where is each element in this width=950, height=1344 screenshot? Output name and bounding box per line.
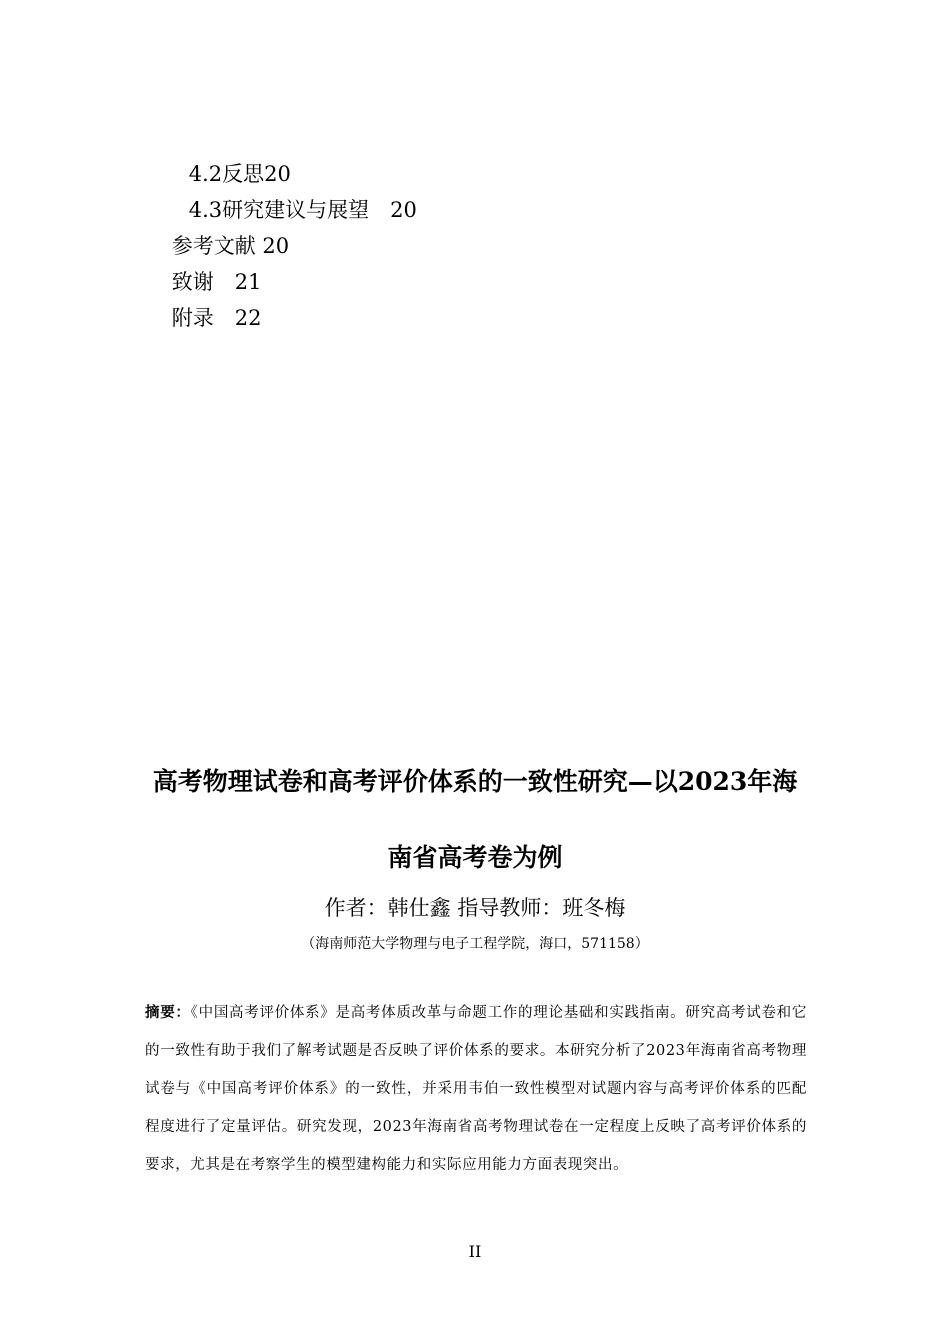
affiliation: （海南师范大学物理与电子工程学院，海口，571158） [301, 936, 649, 952]
paper-title-line-2: 南省高考卷为例 [387, 843, 563, 872]
abstract-label: 摘要： [145, 1004, 191, 1021]
table-of-contents [145, 120, 805, 330]
toc-entry-title: 4.2反思 [188, 162, 265, 186]
page-number: II [468, 1242, 482, 1261]
paper-title-line-1: 高考物理试卷和高考评价体系的一致性研究—以2023年海 [152, 767, 798, 796]
abstract [145, 994, 807, 1184]
toc-entry-title: 附录 [171, 306, 235, 330]
toc-entry-page: 20 [262, 234, 290, 258]
author-line: 作者：韩仕鑫 指导教师：班冬梅 [324, 896, 626, 920]
toc-entry-page: 22 [234, 306, 262, 330]
toc-entry-page: 20 [264, 162, 291, 186]
toc-entry-title: 参考文献 [171, 234, 263, 258]
toc-entry-title: 致谢 [171, 270, 235, 294]
toc-entry[interactable] [145, 120, 805, 186]
abstract-text: 《中国高考评价体系》是高考体质改革与命题工作的理论基础和实践指南。研究高考试卷和它的一致性有助于我们了解考试题是否反映了评价体系的要求。本研究分析了2023年海南省高考物理试卷与《中国高考评价体系》的一致性，并采用韦伯一致性模型对试题内容与高考评价体系的匹配程度进行了定量评估。研究发现，2023年海南省高考物理试卷在一定程度上反映了高考评价体系的要求，尤其是在考察学生的模型建构能力和实际应用能力方面表现突出。 [145, 1005, 807, 1173]
toc-entry-title: 4.3研究建议与展望 [188, 198, 391, 222]
toc-entry-page: 20 [390, 198, 417, 222]
toc-entry-page: 21 [234, 270, 262, 294]
